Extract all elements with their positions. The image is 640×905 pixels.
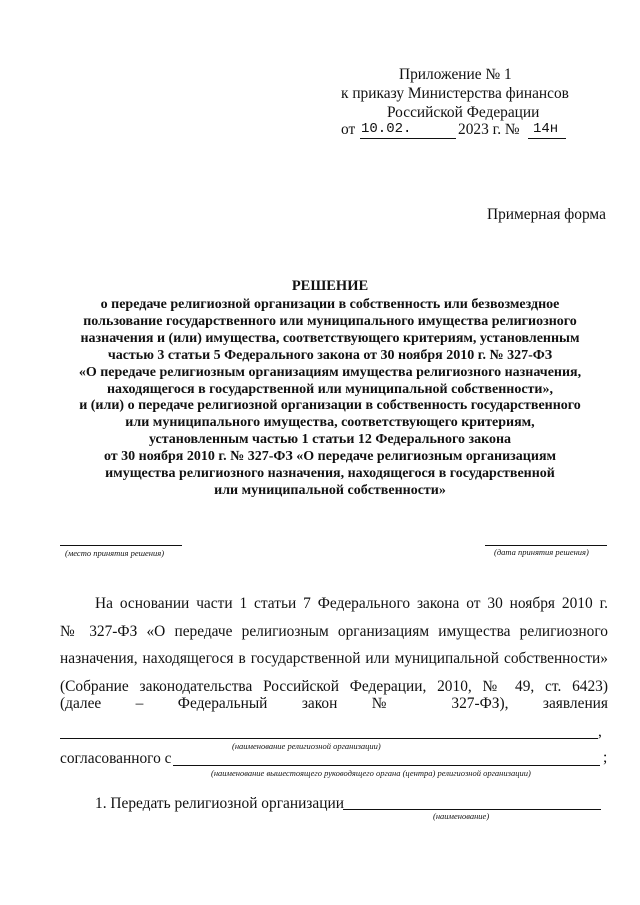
order-date-year: 2023 г. № xyxy=(458,121,520,138)
decision-title: РЕШЕНИЕ xyxy=(291,278,369,294)
body-line-3: назначения, находящегося в государственной или муниципальной собственности» xyxy=(60,650,608,667)
org-name-line xyxy=(60,738,598,739)
order-number-underline xyxy=(528,138,566,139)
decision-title-block xyxy=(40,278,620,500)
appendix-number: Приложение № 1 xyxy=(399,66,512,83)
org-name-comma: , xyxy=(598,723,602,740)
appendix-federation: Российской Федерации xyxy=(387,104,540,121)
subtitle-line: установленным частью 1 статьи 12 Федерального закона xyxy=(148,432,512,448)
form-type-label: Примерная форма xyxy=(487,206,606,223)
subtitle-line: частью 3 статьи 5 Федерального закона от 30 ноября 2010 г. № 327-ФЗ xyxy=(107,347,553,363)
subtitle-line: или муниципального имущества, соответствующего критериям, xyxy=(125,415,535,431)
agreed-line xyxy=(173,765,600,766)
date-caption: (дата принятия решения) xyxy=(494,547,589,557)
subtitle-line: «О передаче религиозным организациям имущества религиозного назначения, xyxy=(78,364,582,380)
org-name-caption: (наименование религиозной организации) xyxy=(232,741,381,751)
body-line-1: На основании части 1 статьи 7 Федерального закона от 30 ноября 2010 г. xyxy=(95,595,608,612)
subtitle-line: назначения и (или) имущества, соответствующего критериям, установленным xyxy=(80,330,580,346)
appendix-order-ref: к приказу Министерства финансов xyxy=(341,85,569,102)
subtitle-line: о передаче религиозной организации в собственность или безвозмездное xyxy=(100,297,560,312)
place-caption: (место принятия решения) xyxy=(65,548,165,558)
item-1-label: 1. Передать религиозной организации xyxy=(95,795,344,812)
body-line-5 xyxy=(60,695,608,713)
item-1-caption: (наименование) xyxy=(433,811,490,821)
subtitle-line: от 30 ноября 2010 г. № 327-ФЗ «О передаче религиозным организациям xyxy=(103,449,557,465)
body-line-5-text: (далее – Федеральный закон № 327-ФЗ), заявления xyxy=(60,695,608,712)
date-underline xyxy=(360,138,456,139)
subtitle-line: или муниципальной собственности» xyxy=(214,482,446,498)
body-line-4: (Собрание законодательства Российской Федерации, 2010, № 49, ст. 6423) xyxy=(60,678,608,695)
subtitle-line: и (или) о передаче религиозной организации в собственность государственного xyxy=(79,398,581,414)
date-line xyxy=(485,545,607,546)
body-line-2: № 327-ФЗ «О передаче религиозным организациям имущества религиозного xyxy=(60,623,608,640)
subtitle-line: имущества религиозного назначения, находящегося в государственной xyxy=(105,466,555,482)
subtitle-line: пользование государственного или муниципального имущества религиозного xyxy=(83,313,577,329)
order-number: 14н xyxy=(533,121,559,137)
agreed-label: согласованного с xyxy=(60,750,172,767)
order-date-prefix: от xyxy=(341,121,356,138)
item-1-line xyxy=(343,809,601,810)
subtitle-line: находящегося в государственной или муниципальной собственности», xyxy=(106,381,553,397)
agreed-caption: (наименование вышестоящего руководящего органа (центра) религиозной организации) xyxy=(211,768,531,778)
agreed-semicolon: ; xyxy=(603,749,608,766)
order-date-day: 10.02. xyxy=(361,121,412,137)
place-line xyxy=(60,545,182,546)
